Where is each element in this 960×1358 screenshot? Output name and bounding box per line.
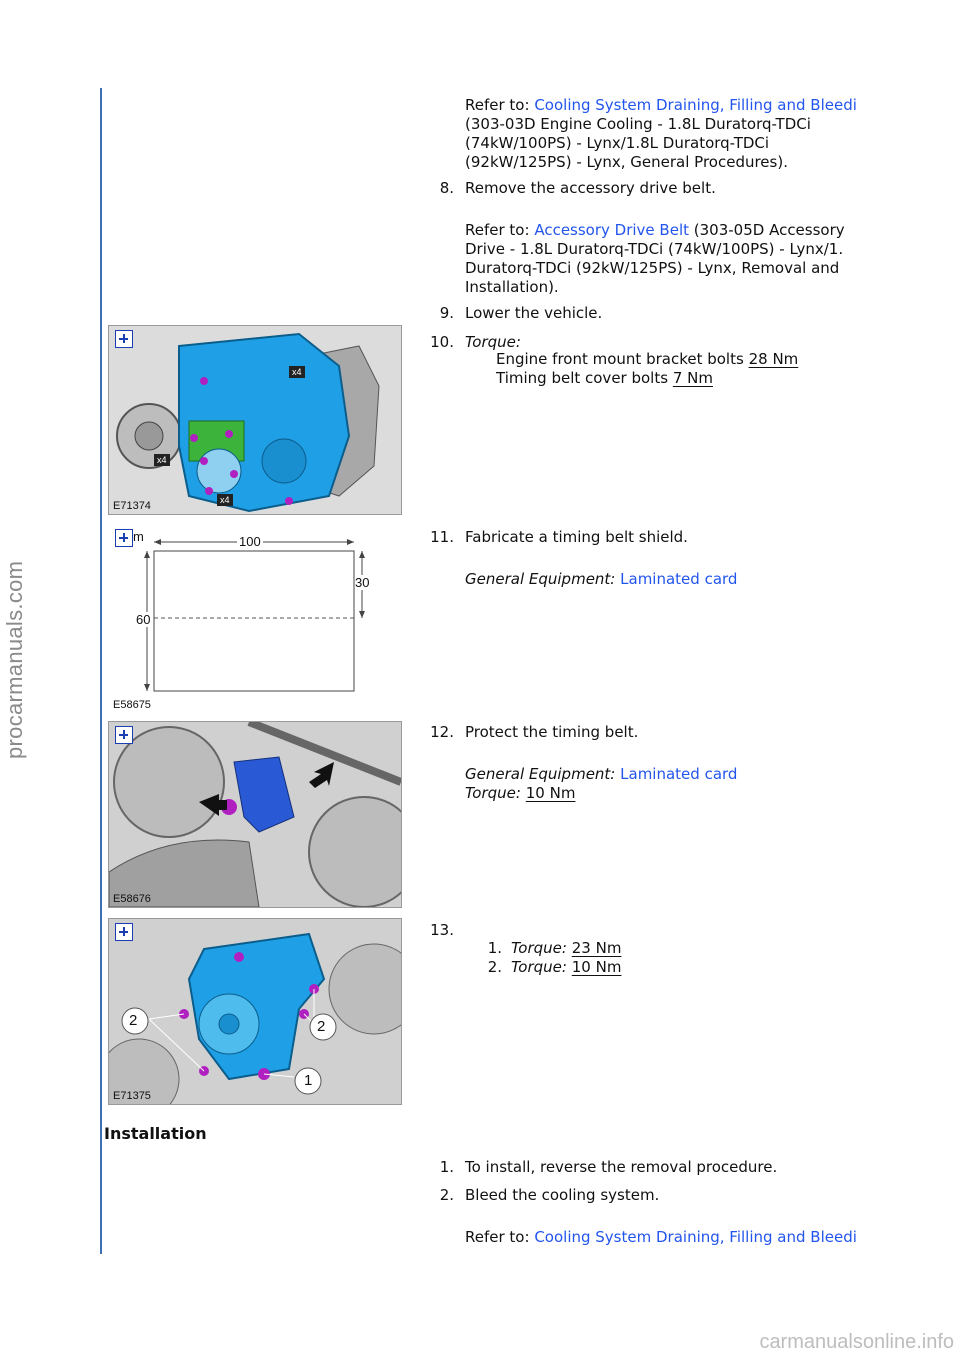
torque-value: 10 Nm bbox=[525, 784, 576, 802]
figure-engine-front-mount[interactable] bbox=[108, 325, 402, 515]
step-number: 8. bbox=[439, 179, 454, 197]
torque-row-label: Timing belt cover bolts bbox=[496, 369, 669, 387]
step-number: 2. bbox=[439, 1186, 454, 1204]
water-pump-illustration bbox=[109, 919, 401, 1104]
torque-row-2 bbox=[496, 369, 713, 388]
figure-id: E58676 bbox=[113, 893, 151, 905]
step-number: 12. bbox=[430, 723, 454, 741]
shield-drawing bbox=[109, 525, 401, 713]
laminated-card-link[interactable]: Laminated card bbox=[620, 765, 738, 783]
step-number: 1. bbox=[439, 1158, 454, 1176]
step8-refer-line-3: Installation). bbox=[465, 278, 559, 296]
top-refer bbox=[465, 96, 885, 115]
torque-label: Torque: bbox=[511, 939, 567, 957]
left-rule bbox=[100, 88, 102, 1254]
top-refer-line-2: (74kW/100PS) - Lynx/1.8L Duratorq-TDCi bbox=[465, 134, 770, 152]
zoom-icon[interactable] bbox=[115, 726, 133, 744]
figure-id: E71374 bbox=[113, 500, 151, 512]
step-text: Lower the vehicle. bbox=[465, 304, 603, 322]
step-number: 11. bbox=[430, 528, 454, 546]
refer-prefix: Refer to: bbox=[465, 221, 530, 239]
torque-row-1 bbox=[496, 350, 798, 369]
side-watermark: procarmanuals.com bbox=[2, 560, 27, 760]
installation-refer bbox=[465, 1228, 885, 1247]
section-heading: Installation bbox=[104, 1124, 207, 1143]
torque-label: Torque: bbox=[465, 784, 521, 802]
dim-fold: 30 bbox=[355, 575, 370, 590]
callout-2: 2 bbox=[129, 1012, 138, 1029]
substep-torque bbox=[511, 958, 621, 977]
belt-shield-illustration bbox=[109, 722, 401, 907]
callout-x4: x4 bbox=[289, 366, 305, 378]
zoom-icon[interactable] bbox=[115, 923, 133, 941]
refer-prefix: Refer to: bbox=[465, 96, 530, 114]
top-refer-line-3: (92kW/125PS) - Lynx, General Procedures). bbox=[465, 153, 788, 171]
torque-row-value: 28 Nm bbox=[748, 350, 799, 368]
step8-refer-line-2: Duratorq-TDCi (92kW/125PS) - Lynx, Removal and bbox=[465, 259, 840, 277]
callout-x4: x4 bbox=[154, 454, 170, 466]
step-number: 9. bbox=[439, 304, 454, 322]
callout-x4: x4 bbox=[217, 494, 233, 506]
step-text: Protect the timing belt. bbox=[465, 723, 639, 741]
substep-torque bbox=[511, 939, 621, 958]
cooling-system-link[interactable]: Cooling System Draining, Filling and Bleedi bbox=[534, 1228, 857, 1246]
engine-illustration bbox=[109, 326, 401, 514]
figure-id: E71375 bbox=[113, 1090, 151, 1102]
step8-refer-line-1: Drive - 1.8L Duratorq-TDCi (74kW/100PS) - Lynx/1. bbox=[465, 240, 844, 258]
step-text: Fabricate a timing belt shield. bbox=[465, 528, 688, 546]
dim-height: 60 bbox=[136, 612, 151, 627]
step-number: 13. bbox=[430, 921, 454, 939]
torque-value: 23 Nm bbox=[571, 939, 622, 957]
substep-number: 1. bbox=[487, 939, 502, 957]
figure-shield-dimensions[interactable] bbox=[108, 524, 402, 714]
general-equipment bbox=[465, 570, 737, 589]
dim-width: 100 bbox=[239, 534, 261, 549]
step8-refer bbox=[465, 221, 845, 240]
torque-row-label: Engine front mount bracket bolts bbox=[496, 350, 744, 368]
equipment-label: General Equipment: bbox=[465, 765, 616, 783]
figure-timing-belt-shield[interactable] bbox=[108, 721, 402, 908]
callout-2: 2 bbox=[317, 1018, 326, 1035]
torque-label: Torque: bbox=[511, 958, 567, 976]
step-number: 10. bbox=[430, 333, 454, 351]
bottom-watermark: carmanualsonline.info bbox=[759, 1331, 954, 1353]
torque-line bbox=[465, 784, 575, 803]
callout-1: 1 bbox=[304, 1072, 313, 1089]
torque-row-value: 7 Nm bbox=[672, 369, 713, 387]
refer-rest: (303-05D Accessory bbox=[689, 221, 845, 239]
step-text: Bleed the cooling system. bbox=[465, 1186, 660, 1204]
figure-id: E58675 bbox=[113, 699, 151, 711]
figure-water-pump[interactable] bbox=[108, 918, 402, 1105]
step-text: To install, reverse the removal procedure. bbox=[465, 1158, 778, 1176]
step-text: Remove the accessory drive belt. bbox=[465, 179, 716, 197]
equipment-label: General Equipment: bbox=[465, 570, 616, 588]
zoom-icon[interactable] bbox=[115, 529, 133, 547]
torque-value: 10 Nm bbox=[571, 958, 622, 976]
refer-prefix: Refer to: bbox=[465, 1228, 530, 1246]
top-refer-line-1: (303-03D Engine Cooling - 1.8L Duratorq-TDCi bbox=[465, 115, 811, 133]
cooling-system-link[interactable]: Cooling System Draining, Filling and Bleedi bbox=[534, 96, 857, 114]
accessory-drive-belt-link[interactable]: Accessory Drive Belt bbox=[534, 221, 689, 239]
torque-label: Torque: bbox=[465, 333, 521, 351]
general-equipment bbox=[465, 765, 737, 784]
substep-number: 2. bbox=[487, 958, 502, 976]
zoom-icon[interactable] bbox=[115, 330, 133, 348]
laminated-card-link[interactable]: Laminated card bbox=[620, 570, 738, 588]
unit-label: m bbox=[133, 529, 144, 544]
